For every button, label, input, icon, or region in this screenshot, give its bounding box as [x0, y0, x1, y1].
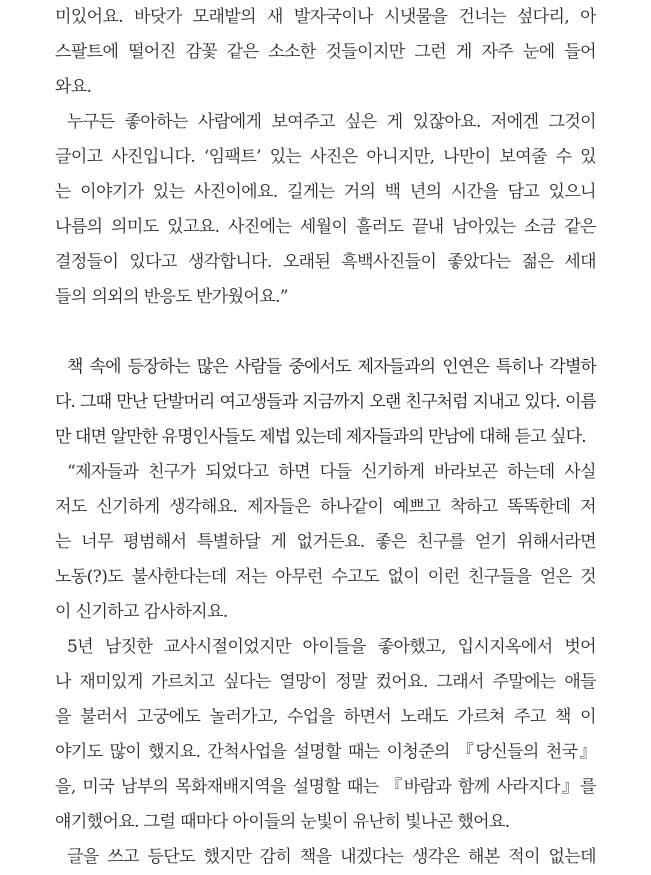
text-line: 나름의 의미도 있고요. 사진에는 세월이 흘러도 끝내 남아있는 소금 같은 [55, 217, 596, 237]
question-line: 다. 그때 만난 단발머리 여고생들과 지금까지 오랜 친구처럼 지내고 있다. 이름 [55, 392, 596, 412]
text-line: 야기도 많이 했지요. 간척사업을 설명할 때는 이청준의 『당신들의 천국』 [55, 742, 596, 762]
question-line: 만 대면 알만한 유명인사들도 제법 있는데 제자들과의 만남에 대해 듣고 싶다. [55, 427, 586, 447]
paragraph-1 [55, 0, 596, 105]
paragraph-6 [55, 840, 596, 875]
text-line: 을 불러서 고궁에도 놀러가고, 수업을 하면서 노래도 가르쳐 주고 책 이 [55, 707, 596, 727]
text-line: 는 이야기가 있는 사진이에요. 길게는 거의 백 년의 시간을 담고 있으니 [55, 182, 596, 202]
text-line: 얘기했어요. 그럴 때마다 아이들의 눈빛이 유난히 빛나곤 했어요. [55, 812, 510, 832]
text-line: 는 너무 평범해서 특별하달 게 없거든요. 좋은 친구를 얻기 위해서라면 [55, 532, 596, 552]
text-line: 결정들이 있다고 생각합니다. 오래된 흑백사진들이 좋았다는 젊은 세대 [55, 252, 596, 272]
paragraph-2 [55, 105, 596, 315]
text-line: 노동(?)도 불사한다는데 저는 아무런 수고도 없이 이런 친구들을 얻은 것 [55, 567, 596, 587]
text-line: 저도 신기하게 생각해요. 제자들은 하나같이 예쁘고 착하고 똑똑한데 저 [55, 497, 596, 517]
document-page [55, 0, 596, 875]
text-line: 글을 쓰고 등단도 했지만 감히 책을 내겠다는 생각은 해본 적이 없는데 [67, 847, 596, 867]
text-line: 5년 남짓한 교사시절이었지만 아이들을 좋아했고, 입시지옥에서 벗어 [67, 637, 596, 657]
text-line: 나 재미있게 가르치고 싶다는 열망이 정말 컸어요. 그래서 주말에는 애들 [55, 672, 596, 692]
text-line: “제자들과 친구가 되었다고 하면 다들 신기하게 바라보곤 하는데 사실 [67, 462, 596, 482]
paragraph-4 [55, 455, 596, 630]
text-line: 을, 미국 남부의 목화재배지역을 설명할 때는 『바람과 함께 사라지다』를 [55, 777, 596, 797]
text-line: 스팔트에 떨어진 감꽃 같은 소소한 것들이지만 그런 게 자주 눈에 들어 [55, 42, 596, 62]
question-line: 책 속에 등장하는 많은 사람들 중에서도 제자들과의 인연은 특히나 각별하 [67, 357, 596, 377]
question-paragraph [55, 350, 596, 455]
text-line: 이 신기하고 감사하지요. [55, 602, 228, 622]
paragraph-5 [55, 630, 596, 840]
section-gap [55, 315, 596, 350]
text-line: 들의 의외의 반응도 반가웠어요.” [55, 287, 288, 307]
text-line: 와요. [55, 77, 92, 97]
text-line: 글이고 사진입니다. ‘임팩트’ 있는 사진은 아니지만, 나만이 보여줄 수 있 [55, 147, 596, 167]
text-line: 누구든 좋아하는 사람에게 보여주고 싶은 게 있잖아요. 저에겐 그것이 [67, 112, 596, 132]
text-line: 미있어요. 바닷가 모래밭의 새 발자국이나 시냇물을 건너는 섶다리, 아 [55, 7, 596, 27]
